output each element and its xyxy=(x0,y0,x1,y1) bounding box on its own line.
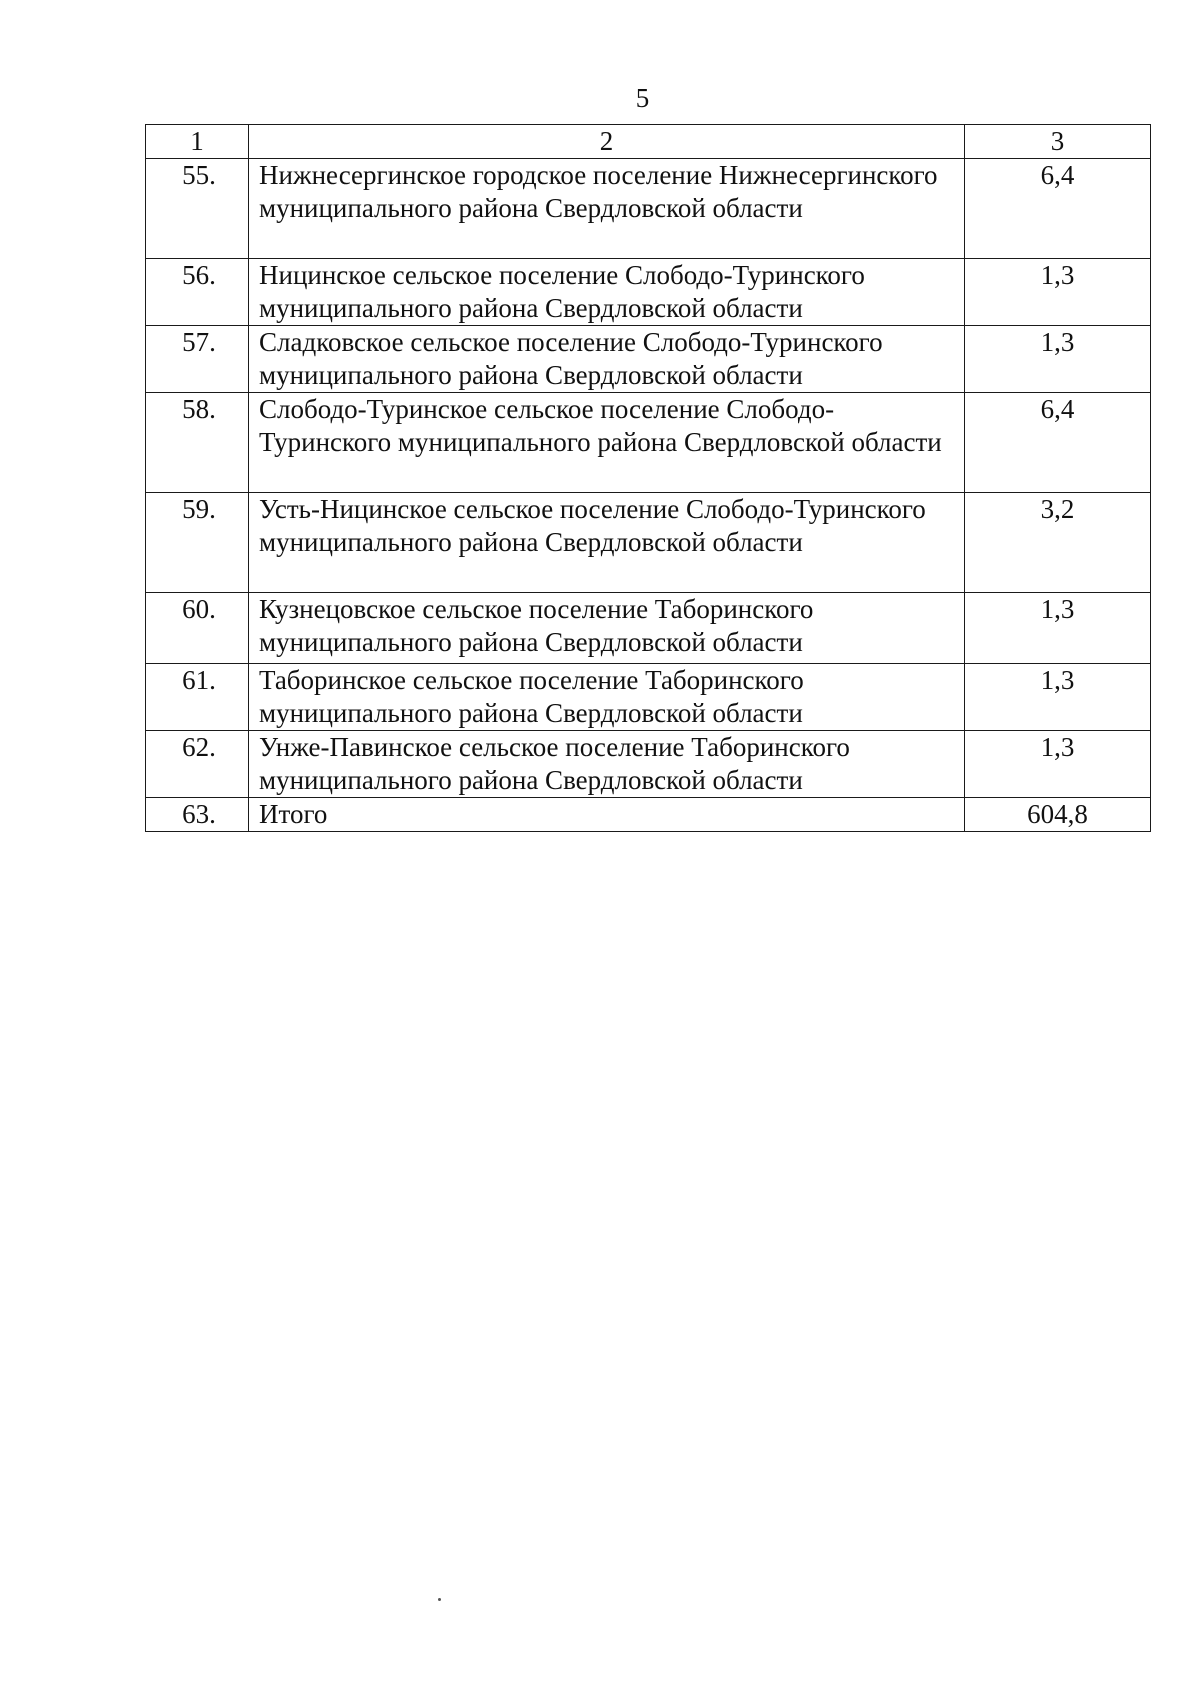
row-number: 60. xyxy=(146,593,249,664)
table-row xyxy=(146,393,1151,493)
row-number: 61. xyxy=(146,664,249,731)
row-value: 6,4 xyxy=(965,393,1151,493)
table-header-row xyxy=(146,125,1151,159)
row-number: 62. xyxy=(146,731,249,798)
row-value: 1,3 xyxy=(965,259,1151,326)
row-value: 6,4 xyxy=(965,159,1151,259)
table-row xyxy=(146,259,1151,326)
row-number: 56. xyxy=(146,259,249,326)
table-row xyxy=(146,593,1151,664)
total-label: Итого xyxy=(249,798,965,832)
row-value: 1,3 xyxy=(965,664,1151,731)
settlement-name: Унже-Павинское сельское поселение Таборинского муниципального района Свердловской области xyxy=(249,731,965,798)
page-number: 5 xyxy=(635,83,650,113)
table-total-row xyxy=(146,798,1151,832)
header-cell-2: 2 xyxy=(249,125,965,159)
settlement-name: Нижнесергинское городское поселение Нижнесергинского муниципального района Свердловской области xyxy=(249,159,965,259)
settlement-name: Усть-Ницинское сельское поселение Слободо-Туринского муниципального района Свердловской области xyxy=(249,493,965,593)
row-number: 59. xyxy=(146,493,249,593)
header-cell-3: 3 xyxy=(965,125,1151,159)
row-number: 57. xyxy=(146,326,249,393)
scan-artifact-dot xyxy=(438,1598,441,1601)
row-value: 1,3 xyxy=(965,731,1151,798)
settlement-name: Слободо-Туринское сельское поселение Слободо-Туринского муниципального района Свердловской области xyxy=(249,393,965,493)
settlement-name: Таборинское сельское поселение Таборинского муниципального района Свердловской области xyxy=(249,664,965,731)
table-row xyxy=(146,664,1151,731)
settlement-name: Кузнецовское сельское поселение Таборинского муниципального района Свердловской области xyxy=(249,593,965,664)
row-number: 55. xyxy=(146,159,249,259)
total-row-number: 63. xyxy=(146,798,249,832)
header-cell-1: 1 xyxy=(146,125,249,159)
total-value: 604,8 xyxy=(965,798,1151,832)
row-number: 58. xyxy=(146,393,249,493)
table-row xyxy=(146,159,1151,259)
table-row xyxy=(146,326,1151,393)
table-row xyxy=(146,493,1151,593)
settlement-name: Ницинское сельское поселение Слободо-Туринского муниципального района Свердловской области xyxy=(249,259,965,326)
row-value: 1,3 xyxy=(965,326,1151,393)
row-value: 3,2 xyxy=(965,493,1151,593)
table-row xyxy=(146,731,1151,798)
allocation-table xyxy=(145,124,1151,832)
settlement-name: Сладковское сельское поселение Слободо-Туринского муниципального района Свердловской области xyxy=(249,326,965,393)
row-value: 1,3 xyxy=(965,593,1151,664)
